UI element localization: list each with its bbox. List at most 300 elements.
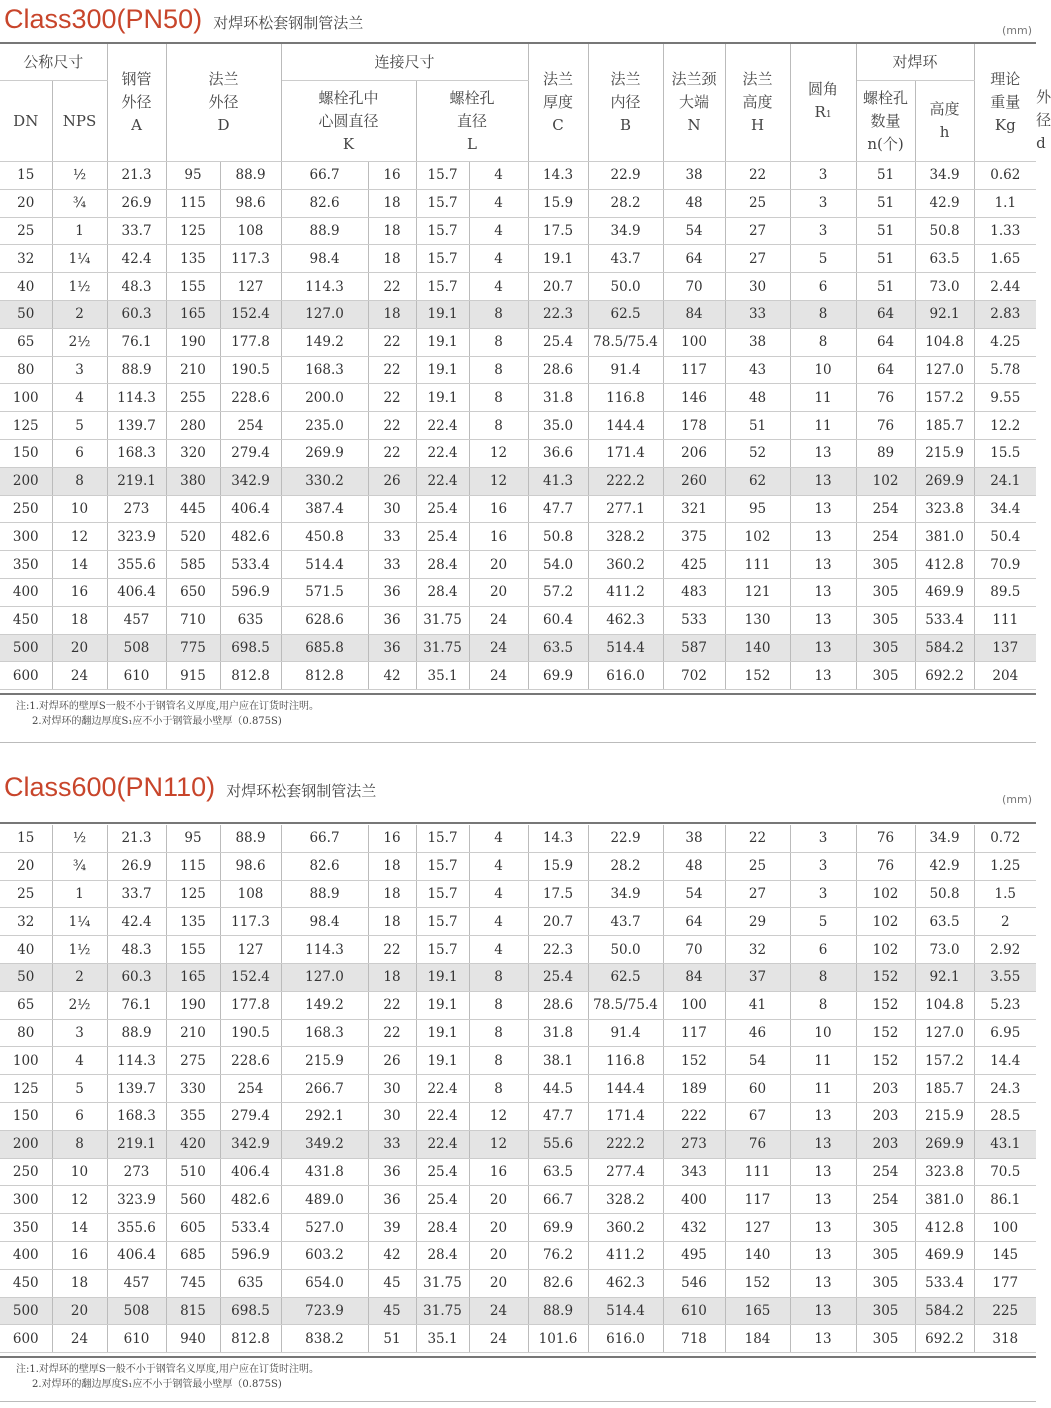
table-cell: 76 bbox=[856, 412, 915, 440]
table-cell: 13 bbox=[790, 439, 856, 467]
table-cell: 190 bbox=[166, 991, 220, 1019]
table-cell: 91.4 bbox=[588, 356, 663, 384]
table-cell: 18 bbox=[368, 245, 416, 273]
table-row bbox=[0, 439, 1036, 467]
table-cell: 65 bbox=[0, 991, 52, 1019]
table-cell: 381.0 bbox=[915, 1186, 974, 1214]
table-cell: 4 bbox=[469, 273, 528, 301]
table-cell: 95 bbox=[725, 495, 790, 523]
table-cell: 41.3 bbox=[528, 467, 588, 495]
table-row bbox=[0, 495, 1036, 523]
table-row bbox=[0, 1186, 1036, 1214]
table-cell: 25.4 bbox=[528, 328, 588, 356]
table-cell: 775 bbox=[166, 634, 220, 662]
table-cell: 30 bbox=[368, 1075, 416, 1103]
table-cell: 20 bbox=[469, 1214, 528, 1242]
table-cell: 12 bbox=[52, 1186, 107, 1214]
table-cell: 88.9 bbox=[107, 356, 166, 384]
table-cell: 815 bbox=[166, 1297, 220, 1325]
table-cell: 76 bbox=[856, 384, 915, 412]
table-cell: ¾ bbox=[52, 189, 107, 217]
table-cell: 723.9 bbox=[281, 1297, 368, 1325]
table-cell: 64 bbox=[663, 908, 725, 936]
table-cell: 1 bbox=[52, 880, 107, 908]
flange-bore-header: 法兰 内径 B bbox=[588, 44, 663, 162]
table-cell: 292.1 bbox=[281, 1102, 368, 1130]
table-cell: 200.0 bbox=[281, 384, 368, 412]
table-cell: 66.7 bbox=[528, 1186, 588, 1214]
table-cell: 100 bbox=[663, 991, 725, 1019]
table-cell: 178 bbox=[663, 412, 725, 440]
table-cell: 51 bbox=[725, 412, 790, 440]
table-cell: 28.5 bbox=[974, 1102, 1036, 1130]
table-cell: 11 bbox=[790, 384, 856, 412]
table-cell: 102 bbox=[856, 467, 915, 495]
table-cell: 50 bbox=[0, 300, 52, 328]
table-cell: 27 bbox=[725, 880, 790, 908]
table-cell: 60.3 bbox=[107, 300, 166, 328]
table-cell: 18 bbox=[368, 217, 416, 245]
table-row bbox=[0, 991, 1036, 1019]
table-cell: 42.9 bbox=[915, 852, 974, 880]
table-cell: 571.5 bbox=[281, 578, 368, 606]
table-cell: 117 bbox=[725, 1186, 790, 1214]
table-cell: 255 bbox=[166, 384, 220, 412]
table-cell: 250 bbox=[0, 495, 52, 523]
table-cell: 130 bbox=[725, 606, 790, 634]
table-cell: 702 bbox=[663, 662, 725, 690]
table-cell: 26.9 bbox=[107, 852, 166, 880]
table-cell: 24 bbox=[52, 1325, 107, 1353]
table-cell: 65 bbox=[0, 328, 52, 356]
table-cell: 171.4 bbox=[588, 439, 663, 467]
table-cell: 24 bbox=[469, 662, 528, 690]
table-cell: 8 bbox=[469, 356, 528, 384]
table-cell: 360.2 bbox=[588, 1214, 663, 1242]
table-cell: 10 bbox=[790, 356, 856, 384]
table-row bbox=[0, 273, 1036, 301]
table-cell: 165 bbox=[166, 300, 220, 328]
table-cell: 115 bbox=[166, 189, 220, 217]
table-row bbox=[0, 963, 1036, 991]
table-cell: 22 bbox=[725, 162, 790, 190]
table-cell: 273 bbox=[663, 1130, 725, 1158]
table-cell: 14 bbox=[52, 1214, 107, 1242]
table-cell: 13 bbox=[790, 634, 856, 662]
table-cell: 349.2 bbox=[281, 1130, 368, 1158]
table-cell: 8 bbox=[469, 412, 528, 440]
table-cell: 127 bbox=[220, 273, 281, 301]
table-cell: 171.4 bbox=[588, 1102, 663, 1130]
table-cell: 51 bbox=[856, 245, 915, 273]
table-cell: 190.5 bbox=[220, 1019, 281, 1047]
table-cell: 13 bbox=[790, 1102, 856, 1130]
table-cell: 12 bbox=[469, 1102, 528, 1130]
table-cell: 21.3 bbox=[107, 825, 166, 852]
table-cell: 22 bbox=[368, 356, 416, 384]
table-cell: 469.9 bbox=[915, 1241, 974, 1269]
table-cell: 533 bbox=[663, 606, 725, 634]
table-cell: 31.8 bbox=[528, 384, 588, 412]
table-cell: 6 bbox=[790, 936, 856, 964]
table-cell: 3 bbox=[790, 217, 856, 245]
table-cell: 5 bbox=[52, 412, 107, 440]
table-cell: 3 bbox=[52, 1019, 107, 1047]
table-cell: 140 bbox=[725, 1241, 790, 1269]
table-cell: 4 bbox=[469, 162, 528, 190]
notes bbox=[16, 1362, 319, 1392]
table-cell: 84 bbox=[663, 300, 725, 328]
table-cell: 33.7 bbox=[107, 880, 166, 908]
table-cell: 250 bbox=[0, 1158, 52, 1186]
table-row bbox=[0, 634, 1036, 662]
table-cell: 812.8 bbox=[220, 662, 281, 690]
table-cell: 305 bbox=[856, 1297, 915, 1325]
table-cell: 111 bbox=[725, 551, 790, 579]
table-cell: 6 bbox=[790, 273, 856, 301]
table-cell: 33.7 bbox=[107, 217, 166, 245]
table-cell: 22.4 bbox=[416, 439, 469, 467]
table-cell: 33 bbox=[368, 1130, 416, 1158]
table-cell: 116.8 bbox=[588, 1047, 663, 1075]
table-cell: 600 bbox=[0, 662, 52, 690]
table-cell: 650 bbox=[166, 578, 220, 606]
table-cell: 254 bbox=[856, 523, 915, 551]
table-cell: 343 bbox=[663, 1158, 725, 1186]
table-cell: 168.3 bbox=[281, 356, 368, 384]
ring-height-header: 高度 h bbox=[915, 81, 974, 162]
table-cell: 44.5 bbox=[528, 1075, 588, 1103]
table-cell: 277.1 bbox=[588, 495, 663, 523]
table-cell: 62.5 bbox=[588, 963, 663, 991]
table-cell: 500 bbox=[0, 634, 52, 662]
table-cell: 84 bbox=[663, 963, 725, 991]
table-cell: 80 bbox=[0, 356, 52, 384]
table-cell: 305 bbox=[856, 1241, 915, 1269]
table-cell: 22.4 bbox=[416, 467, 469, 495]
table-cell: 812.8 bbox=[220, 1325, 281, 1353]
table-cell: 5.78 bbox=[974, 356, 1036, 384]
table-cell: 462.3 bbox=[588, 1269, 663, 1297]
table-cell: 457 bbox=[107, 606, 166, 634]
table-cell: 140 bbox=[725, 634, 790, 662]
table-cell: 254 bbox=[856, 495, 915, 523]
table-cell: 31.75 bbox=[416, 1269, 469, 1297]
table-cell: 63.5 bbox=[915, 245, 974, 273]
section-title: Class600(PN110) bbox=[4, 772, 216, 802]
table-cell: 3 bbox=[790, 880, 856, 908]
table-cell: 108 bbox=[220, 880, 281, 908]
table-cell: 24 bbox=[52, 662, 107, 690]
table-cell: 64 bbox=[856, 328, 915, 356]
table-cell: 76 bbox=[856, 852, 915, 880]
section-title-row bbox=[4, 772, 376, 808]
table-cell: 8 bbox=[52, 467, 107, 495]
table-cell: 12 bbox=[469, 1130, 528, 1158]
table-cell: 114.3 bbox=[107, 384, 166, 412]
pipe-od-header: 钢管 外径 A bbox=[107, 44, 166, 162]
table-row bbox=[0, 467, 1036, 495]
table-row bbox=[0, 852, 1036, 880]
table-cell: 50 bbox=[0, 963, 52, 991]
table-cell: 9.55 bbox=[974, 384, 1036, 412]
table-cell: 380 bbox=[166, 467, 220, 495]
nps-header: NPS bbox=[52, 81, 107, 162]
table-cell: 6 bbox=[52, 439, 107, 467]
table-cell: 20 bbox=[469, 551, 528, 579]
table-cell: 185.7 bbox=[915, 412, 974, 440]
table-cell: 10 bbox=[52, 1158, 107, 1186]
table-cell: 36 bbox=[368, 634, 416, 662]
table-cell: ½ bbox=[52, 162, 107, 190]
table-cell: 38 bbox=[725, 328, 790, 356]
table-cell: 54.0 bbox=[528, 551, 588, 579]
table-cell: 2 bbox=[52, 963, 107, 991]
table-cell: 279.4 bbox=[220, 439, 281, 467]
table-cell: 940 bbox=[166, 1325, 220, 1353]
table-cell: 4 bbox=[469, 852, 528, 880]
table-cell: 616.0 bbox=[588, 1325, 663, 1353]
table-cell: 12 bbox=[469, 467, 528, 495]
table-cell: 584.2 bbox=[915, 1297, 974, 1325]
table-cell: 86.1 bbox=[974, 1186, 1036, 1214]
table-cell: 13 bbox=[790, 1241, 856, 1269]
table-cell: 125 bbox=[0, 412, 52, 440]
table-row bbox=[0, 162, 1036, 190]
table-cell: 92.1 bbox=[915, 300, 974, 328]
table-cell: 28.4 bbox=[416, 578, 469, 606]
section-subtitle: 对焊环松套钢制管法兰 bbox=[226, 782, 377, 800]
table-cell: 450 bbox=[0, 1269, 52, 1297]
table-cell: 19.1 bbox=[416, 1047, 469, 1075]
table-cell: 445 bbox=[166, 495, 220, 523]
table-cell: 73.0 bbox=[915, 273, 974, 301]
table-cell: 1.1 bbox=[974, 189, 1036, 217]
table-cell: 48 bbox=[663, 189, 725, 217]
note-2: 2.对焊环的翻边厚度S₁应不小于钢管最小壁厚（0.875S) bbox=[32, 716, 282, 727]
unit-label: (mm) bbox=[1001, 793, 1032, 806]
table-row bbox=[0, 1214, 1036, 1242]
table-cell: 1.65 bbox=[974, 245, 1036, 273]
table-cell: 4 bbox=[469, 880, 528, 908]
table-cell: 189 bbox=[663, 1075, 725, 1103]
dn-header: DN bbox=[0, 81, 52, 162]
table-cell: 88.9 bbox=[220, 162, 281, 190]
table-cell: 8 bbox=[469, 300, 528, 328]
table-cell: 3 bbox=[790, 852, 856, 880]
table-cell: 32 bbox=[0, 245, 52, 273]
table-cell: 381.0 bbox=[915, 523, 974, 551]
table-cell: 152.4 bbox=[220, 963, 281, 991]
table-cell: 88.9 bbox=[220, 825, 281, 852]
table-cell: 17.5 bbox=[528, 880, 588, 908]
table-cell: 36 bbox=[368, 1158, 416, 1186]
table-cell: 144.4 bbox=[588, 1075, 663, 1103]
table-cell: 26 bbox=[368, 1047, 416, 1075]
table-cell: 51 bbox=[856, 162, 915, 190]
table-cell: 165 bbox=[725, 1297, 790, 1325]
table-cell: 165 bbox=[166, 963, 220, 991]
table-cell: 64 bbox=[856, 300, 915, 328]
connection-header: 连接尺寸 bbox=[281, 44, 528, 81]
table-cell: 76.2 bbox=[528, 1241, 588, 1269]
table-cell: 62 bbox=[725, 467, 790, 495]
neck-header: 法兰颈 大端 N bbox=[663, 44, 725, 162]
table-cell: 5.23 bbox=[974, 991, 1036, 1019]
table-cell: 54 bbox=[663, 880, 725, 908]
table-cell: 16 bbox=[469, 495, 528, 523]
table-cell: 184 bbox=[725, 1325, 790, 1353]
table-cell: 685 bbox=[166, 1241, 220, 1269]
table-row bbox=[0, 662, 1036, 690]
radius-header: 圆角 R1 bbox=[790, 44, 856, 162]
table-cell: 698.5 bbox=[220, 1297, 281, 1325]
table-cell: 34.4 bbox=[974, 495, 1036, 523]
table-cell: 34.9 bbox=[915, 825, 974, 852]
table-cell: 15.9 bbox=[528, 189, 588, 217]
table-cell: 350 bbox=[0, 1214, 52, 1242]
table-cell: 596.9 bbox=[220, 1241, 281, 1269]
table-cell: 16 bbox=[469, 1158, 528, 1186]
table-cell: 50.0 bbox=[588, 936, 663, 964]
table-row bbox=[0, 551, 1036, 579]
table-cell: 13 bbox=[790, 1269, 856, 1297]
table-row bbox=[0, 825, 1036, 852]
table-cell: 92.1 bbox=[915, 963, 974, 991]
table-cell: 31.75 bbox=[416, 1297, 469, 1325]
table-cell: 55.6 bbox=[528, 1130, 588, 1158]
table-cell: 25.4 bbox=[416, 523, 469, 551]
table-cell: 34.9 bbox=[588, 217, 663, 245]
table-cell: 43.7 bbox=[588, 908, 663, 936]
table-cell: 15 bbox=[0, 162, 52, 190]
table-cell: 254 bbox=[220, 1075, 281, 1103]
table-cell: 48 bbox=[663, 852, 725, 880]
table-cell: 16 bbox=[469, 523, 528, 551]
table-cell: 50.8 bbox=[915, 880, 974, 908]
table-cell: 60.4 bbox=[528, 606, 588, 634]
table-cell: 13 bbox=[790, 551, 856, 579]
table-cell: 139.7 bbox=[107, 1075, 166, 1103]
table-cell: 89 bbox=[856, 439, 915, 467]
flange-height-header: 法兰 高度 H bbox=[725, 44, 790, 162]
table-cell: 692.2 bbox=[915, 662, 974, 690]
table-cell: 16 bbox=[368, 162, 416, 190]
table-cell: 98.4 bbox=[281, 245, 368, 273]
table-cell: 527.0 bbox=[281, 1214, 368, 1242]
table-cell: 70 bbox=[663, 936, 725, 964]
table-cell: 510 bbox=[166, 1158, 220, 1186]
table-cell: 15.9 bbox=[528, 852, 588, 880]
table-cell: 19.1 bbox=[416, 384, 469, 412]
table-cell: 157.2 bbox=[915, 1047, 974, 1075]
table-cell: 4 bbox=[469, 189, 528, 217]
table-cell: 560 bbox=[166, 1186, 220, 1214]
table-cell: 20 bbox=[0, 852, 52, 880]
table-cell: 203 bbox=[856, 1130, 915, 1158]
table-cell: 25.4 bbox=[416, 1158, 469, 1186]
table-cell: 78.5/75.4 bbox=[588, 328, 663, 356]
table-cell: 206 bbox=[663, 439, 725, 467]
table-cell: 300 bbox=[0, 1186, 52, 1214]
table-cell: 8 bbox=[469, 328, 528, 356]
table-cell: 50.8 bbox=[915, 217, 974, 245]
table-cell: 8 bbox=[469, 1075, 528, 1103]
table-cell: 328.2 bbox=[588, 523, 663, 551]
table-cell: 21.3 bbox=[107, 162, 166, 190]
table-cell: 1 bbox=[52, 217, 107, 245]
table-cell: 22 bbox=[368, 273, 416, 301]
table-cell: 6 bbox=[52, 1102, 107, 1130]
table-row bbox=[0, 189, 1036, 217]
table-cell: 66.7 bbox=[281, 825, 368, 852]
table-cell: 508 bbox=[107, 1297, 166, 1325]
table-cell: 70.9 bbox=[974, 551, 1036, 579]
table-cell: 177.8 bbox=[220, 991, 281, 1019]
table-cell: 43.1 bbox=[974, 1130, 1036, 1158]
table-cell: 155 bbox=[166, 936, 220, 964]
table-cell: 222.2 bbox=[588, 1130, 663, 1158]
table-cell: 98.6 bbox=[220, 852, 281, 880]
table-cell: 25.4 bbox=[528, 963, 588, 991]
table-cell: 149.2 bbox=[281, 328, 368, 356]
table-cell: 127 bbox=[220, 936, 281, 964]
table-cell: 15.7 bbox=[416, 825, 469, 852]
table-cell: 323.9 bbox=[107, 523, 166, 551]
table-cell: 495 bbox=[663, 1241, 725, 1269]
table-cell: 18 bbox=[52, 606, 107, 634]
table-cell: 508 bbox=[107, 634, 166, 662]
table-cell: 489.0 bbox=[281, 1186, 368, 1214]
table-cell: 22 bbox=[368, 412, 416, 440]
table-row bbox=[0, 412, 1036, 440]
section-divider bbox=[0, 742, 1036, 743]
table-row bbox=[0, 880, 1036, 908]
table-cell: 104.8 bbox=[915, 991, 974, 1019]
table-cell: 482.6 bbox=[220, 523, 281, 551]
table-cell: 5 bbox=[790, 908, 856, 936]
table-cell: 25 bbox=[725, 189, 790, 217]
table-cell: 25 bbox=[725, 852, 790, 880]
table-cell: 168.3 bbox=[107, 1102, 166, 1130]
table-cell: 222.2 bbox=[588, 467, 663, 495]
table-cell: 22 bbox=[368, 328, 416, 356]
table-cell: 149.2 bbox=[281, 991, 368, 1019]
table-cell: 355.6 bbox=[107, 1214, 166, 1242]
table-cell: 88.9 bbox=[281, 217, 368, 245]
table-cell: 117 bbox=[663, 1019, 725, 1047]
table-cell: 62.5 bbox=[588, 300, 663, 328]
table-cell: 43.7 bbox=[588, 245, 663, 273]
table-cell: 19.1 bbox=[416, 991, 469, 1019]
table-cell: 88.9 bbox=[528, 1297, 588, 1325]
table-cell: 45 bbox=[368, 1297, 416, 1325]
table-cell: 19.1 bbox=[416, 1019, 469, 1047]
table-cell: 66.7 bbox=[281, 162, 368, 190]
table-cell: 17.5 bbox=[528, 217, 588, 245]
section-title: Class300(PN50) bbox=[4, 4, 203, 34]
table-cell: 27 bbox=[725, 245, 790, 273]
section-title-row bbox=[4, 4, 363, 40]
table-cell: 70 bbox=[663, 273, 725, 301]
table-cell: 8 bbox=[790, 991, 856, 1019]
table-cell: 1.33 bbox=[974, 217, 1036, 245]
table-cell: 8 bbox=[469, 1019, 528, 1047]
table-cell: 323.8 bbox=[915, 495, 974, 523]
table-cell: 4 bbox=[469, 908, 528, 936]
table-cell: 152 bbox=[725, 1269, 790, 1297]
note-1: 注:1.对焊环的壁厚S一般不小于钢管名义厚度,用户应在订货时注明。 bbox=[16, 1364, 319, 1375]
